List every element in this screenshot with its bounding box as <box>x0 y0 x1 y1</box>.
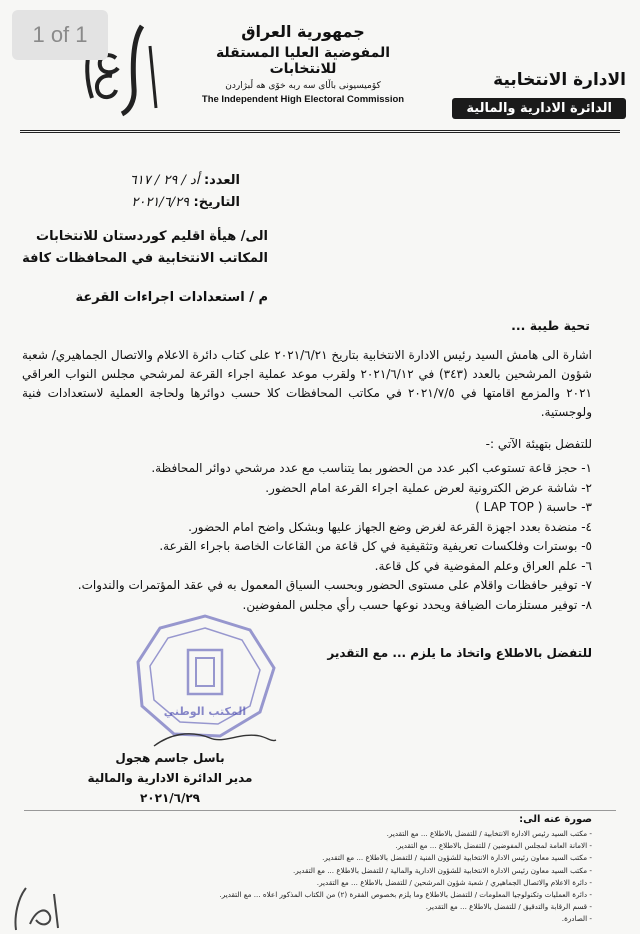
list-item: ٨- توفير مستلزمات الضيافة ويحدد نوعها حسب رأي مجلس المفوضين. <box>242 597 592 612</box>
list-item: ٤- منضدة بعدد اجهزة القرعة لغرض وضع الجهاز عليها وبشكل واضح امام الحضور. <box>188 519 592 534</box>
cc-entry: - دائرة الاعلام والاتصال الجماهيري / شعبة شؤون المرشحين / للتفضل بالاطلاع ... مع التقدير. <box>316 877 592 887</box>
document-meta <box>40 170 240 214</box>
number-line <box>40 170 240 192</box>
cc-entry: - دائرة العمليات وتكنولوجيا المعلومات / للتفضل بالاطلاع وما يلزم بخصوص الفقرة (٢) من الكتاب المذكور اعلاه ... مع التقدير. <box>219 890 592 900</box>
subject-line: م / استعدادات اجراءات القرعة <box>75 290 268 305</box>
number-value: أد / ٢٩ / ٦١٧ <box>129 173 200 188</box>
commission-name-arabic: المفوضية العليا المستقلة للانتخابات <box>215 45 391 77</box>
addressee-offices: المكاتب الانتخابية في المحافظات كافة <box>22 251 268 266</box>
department-subtitle: الدائرة الادارية والمالية <box>452 98 626 119</box>
commission-name-english: The Independent High Electoral Commission <box>201 94 405 105</box>
list-item: ٥- بوسترات وفلكسات تعريفية وتثقيفية في كل قاعة من القاعات الخاصة باجراء القرعة. <box>159 539 592 553</box>
letterhead-center <box>198 22 408 105</box>
department-title: الادارة الانتخابية <box>493 70 626 90</box>
list-item: ١- حجز قاعة تستوعب اكبر عدد من الحضور بما يتناسب مع عدد مرشحي دوائر المحافظة. <box>151 461 592 475</box>
cc-title: صورة عنه الى: <box>519 814 592 825</box>
closing-line: للتفضل بالاطلاع واتخاذ ما يلزم ... مع التقدير <box>327 646 592 660</box>
cc-entry: - مكتب السيد معاون رئيس الادارة الانتخابية للشؤون الفنية / للتفضل بالاطلاع ... مع التقدير. <box>322 853 592 863</box>
republic-name: جمهورية العراق <box>241 22 365 41</box>
cc-entry: - قسم الرقابة والتدقيق / للتفضل بالاطلاع ... مع التقدير. <box>425 902 592 912</box>
header-divider <box>20 130 620 133</box>
cc-list <box>72 828 592 926</box>
letterhead-right <box>416 30 626 119</box>
addressee-to: الى/ هيأة اقليم كوردستان للانتخابات <box>36 229 268 244</box>
official-stamp-icon <box>130 612 280 742</box>
cc-entry: - الامانة العامة لمجلس المفوضين / للتفضل بالاطلاع ... مع التقدير. <box>395 841 592 851</box>
addressee <box>18 226 268 270</box>
list-item: ٧- توفير حافظات واقلام على مستوى الحضور وبحسب السياق المعمول به في عقد المؤتمرات والندوات. <box>77 578 592 592</box>
requirements-list <box>22 459 592 615</box>
greeting: تحية طيبة ... <box>511 318 590 333</box>
list-intro: للتفضل بتهيئة الآتي :- <box>485 437 592 451</box>
cc-divider <box>24 810 616 811</box>
date-line <box>40 192 240 214</box>
signature-block <box>70 748 270 808</box>
date-value: ٢٠٢١/٦/٢٩ <box>131 195 189 210</box>
list-item: ٦- علم العراق وعلم المفوضية في كل قاعة. <box>374 558 592 573</box>
commission-name-kurdish: كۆمیسیونی باڵای سه ربه خۆی هه ڵبژاردن <box>225 81 381 91</box>
list-item: ٢- شاشة عرض الكترونية لعرض عملية اجراء القرعة امام الحضور. <box>265 480 592 495</box>
signature-date: ٢٠٢١/٦/٢٩ <box>139 791 201 805</box>
body-paragraph: اشارة الى هامش السيد رئيس الادارة الانتخابية بتاريخ ٢٠٢١/٦/٢١ على كتاب دائرة الاعلام والاتصال الجماهيري/ شعبة شؤون المرشحين بالعدد (٣٤٣) في ٢٠٢١/٦/١٢ ولقرب موعد عملية اجراء القرعة لمرشحي مجلس النواب العراقي ٢٠٢١ والمزمع اقامتها في ٢٠٢١/٧/٥ في مكاتب المحافظات كلا حسب دوائرها ولحاجة العملية لاستعدادات فنية ولوجستية. <box>22 348 592 419</box>
signer-title: مدير الدائرة الادارية والمالية <box>87 771 253 785</box>
number-label: العدد: <box>203 173 240 188</box>
date-label: التاريخ: <box>193 195 240 210</box>
list-item: ٣- حاسبة ( LAP TOP ) <box>475 500 592 514</box>
cc-entry: - مكتب السيد رئيس الادارة الانتخابية / للتفضل بالاطلاع ... مع التقدير. <box>386 829 592 838</box>
cc-entry: - مكتب السيد معاون رئيس الادارة الانتخابية للشؤون الادارية والمالية / للتفضل بالاطلاع ... مع التقدير. <box>292 865 592 875</box>
cc-entry: - الصادرة. <box>561 914 592 924</box>
handwritten-mark-icon <box>6 880 66 934</box>
stamp-label: المكتب الوطني <box>163 705 247 718</box>
signer-name: باسل جاسم هجول <box>115 751 225 765</box>
page-indicator: 1 of 1 <box>12 10 108 60</box>
